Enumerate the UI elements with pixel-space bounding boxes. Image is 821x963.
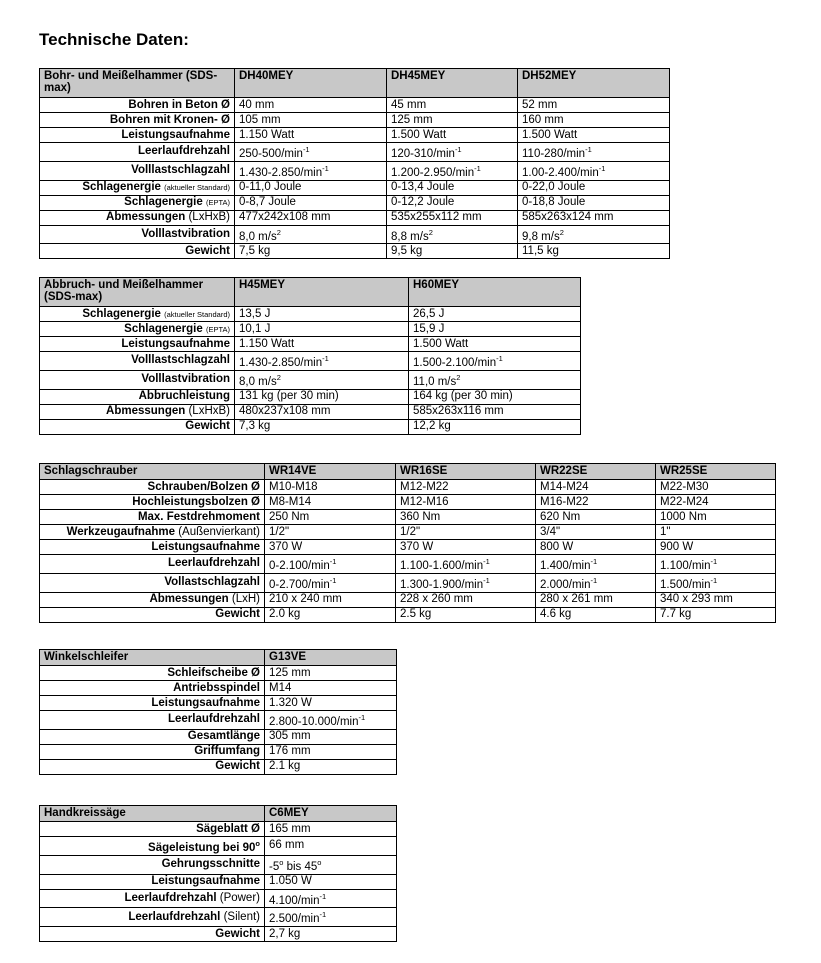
table-category-label: Schlagschrauber: [40, 464, 265, 480]
spec-label: Max. Festdrehmoment: [40, 510, 265, 525]
spec-label: Gehrungsschnitte: [40, 855, 265, 874]
spec-value: 585x263x116 mm: [409, 404, 581, 419]
spec-value: 12,2 kg: [409, 419, 581, 434]
table-row: [40, 874, 397, 889]
spec-value: 8,0 $m/s^2$: [235, 225, 387, 244]
spec-value: $1.200-2.950/\min^{-1}$: [387, 161, 518, 180]
table-row: [40, 161, 670, 180]
page-title: Technische Daten:: [39, 30, 189, 49]
spec-label: Bohren in Beton Ø: [40, 98, 235, 113]
table-row: [40, 555, 776, 574]
spec-value: 9,8 $m/s^2$: [518, 225, 670, 244]
table-row: [40, 759, 397, 774]
spec-label: Leistungsaufnahme: [40, 696, 265, 711]
spec-label: Leistungsaufnahme: [40, 874, 265, 889]
table-row: [40, 540, 776, 555]
spec-value: 800 W: [536, 540, 656, 555]
spec-label: Leerlaufdrehzahl: [40, 711, 265, 730]
spec-value: -5$^o$ bis 45$^o$: [265, 855, 397, 874]
spec-table-schlagschrauber: [39, 463, 776, 623]
spec-label: Leerlaufdrehzahl (Silent): [40, 908, 265, 927]
spec-label: Schlagenergie (aktueller Standard): [40, 307, 235, 322]
spec-value: 8,0 $m/s^2$: [235, 370, 409, 389]
spec-value: $1.400/\min^{-1}$: [536, 555, 656, 574]
spec-value: 1.150 Watt: [235, 337, 409, 352]
spec-value: 900 W: [656, 540, 776, 555]
table-row: [40, 607, 776, 622]
model-column-header: DH52MEY: [518, 69, 670, 98]
table-category-label: Winkelschleifer: [40, 650, 265, 666]
table-row: [40, 666, 397, 681]
table-row: [40, 370, 581, 389]
table-row: [40, 404, 581, 419]
spec-value: 0-22,0 Joule: [518, 180, 670, 195]
spec-label: Schlagenergie (aktueller Standard): [40, 180, 235, 195]
spec-value: $1.100/\min^{-1}$: [656, 555, 776, 574]
spec-label: Leistungsaufnahme: [40, 540, 265, 555]
spec-value: 2.0 kg: [265, 607, 396, 622]
spec-label: Leerlaufdrehzahl: [40, 143, 235, 162]
spec-value: M16-M22: [536, 495, 656, 510]
table-row: [40, 696, 397, 711]
spec-value: 1.320 W: [265, 696, 397, 711]
table-row: [40, 143, 670, 162]
table-row: [40, 180, 670, 195]
spec-label: Volllastschlagzahl: [40, 161, 235, 180]
spec-value: $110-280/\min^{-1}$: [518, 143, 670, 162]
spec-label: Werkzeugaufnahme (Außenvierkant): [40, 525, 265, 540]
spec-value: 125 mm: [265, 666, 397, 681]
spec-label: Abbruchleistung: [40, 389, 235, 404]
spec-value: 0-8,7 Joule: [235, 195, 387, 210]
spec-value: 535x255x112 mm: [387, 210, 518, 225]
spec-value: $2.000/\min^{-1}$: [536, 573, 656, 592]
spec-label: Schlagenergie (EPTA): [40, 322, 235, 337]
spec-label: Leerlaufdrehzahl (Power): [40, 889, 265, 908]
table-row: [40, 681, 397, 696]
spec-value: $4.100/\min^{-1}$: [265, 889, 397, 908]
spec-value: 40 mm: [235, 98, 387, 113]
table-row: [40, 113, 670, 128]
spec-value: 0-13,4 Joule: [387, 180, 518, 195]
spec-value: $1.100-1.600/\min^{-1}$: [396, 555, 536, 574]
table-category-label: Handkreissäge: [40, 806, 265, 822]
spec-value: $1.430-2.850/\min^{-1}$: [235, 161, 387, 180]
spec-label: Abmessungen (LxHxB): [40, 210, 235, 225]
spec-value: 160 mm: [518, 113, 670, 128]
table-header-row: [40, 464, 776, 480]
spec-value: 280 x 261 mm: [536, 592, 656, 607]
table-category-label: Bohr- und Meißelhammer (SDS-max): [40, 69, 235, 98]
spec-value: 0-12,2 Joule: [387, 195, 518, 210]
spec-value: 125 mm: [387, 113, 518, 128]
table-row: [40, 210, 670, 225]
model-column-header: DH40MEY: [235, 69, 387, 98]
spec-value: 52 mm: [518, 98, 670, 113]
spec-value: 360 Nm: [396, 510, 536, 525]
spec-label: Griffumfang: [40, 744, 265, 759]
table-category-label: Abbruch- und Meißelhammer (SDS-max): [40, 278, 235, 307]
spec-value: 11,0 $m/s^2$: [409, 370, 581, 389]
table-row: [40, 225, 670, 244]
model-column-header: WR14VE: [265, 464, 396, 480]
table-header-row: [40, 69, 670, 98]
spec-value: 1.150 Watt: [235, 128, 387, 143]
spec-value: M14-M24: [536, 480, 656, 495]
spec-value: M22-M24: [656, 495, 776, 510]
spec-value: 3/4": [536, 525, 656, 540]
spec-value: 250 Nm: [265, 510, 396, 525]
model-column-header: WR25SE: [656, 464, 776, 480]
spec-value: $0-2.700/\min^{-1}$: [265, 573, 396, 592]
spec-label: Leistungsaufnahme: [40, 337, 235, 352]
spec-value: 0-11,0 Joule: [235, 180, 387, 195]
model-column-header: C6MEY: [265, 806, 397, 822]
table-row: [40, 495, 776, 510]
spec-value: $1.300-1.900/\min^{-1}$: [396, 573, 536, 592]
spec-table-handkreissaege: [39, 805, 397, 942]
spec-value: 105 mm: [235, 113, 387, 128]
spec-label: Volllastvibration: [40, 370, 235, 389]
spec-value: 13,5 J: [235, 307, 409, 322]
table-row: [40, 525, 776, 540]
spec-value: 1.500 Watt: [387, 128, 518, 143]
spec-value: 1": [656, 525, 776, 540]
spec-table-abbruchhammer: [39, 277, 581, 435]
spec-value: 176 mm: [265, 744, 397, 759]
table-row: [40, 889, 397, 908]
spec-value: 477x242x108 mm: [235, 210, 387, 225]
spec-value: 7,5 kg: [235, 244, 387, 259]
table-row: [40, 744, 397, 759]
spec-value: $1.500/\min^{-1}$: [656, 573, 776, 592]
spec-value: 1.500 Watt: [409, 337, 581, 352]
table-row: [40, 419, 581, 434]
table-row: [40, 908, 397, 927]
spec-value: 228 x 260 mm: [396, 592, 536, 607]
spec-label: Gewicht: [40, 244, 235, 259]
spec-value: 10,1 J: [235, 322, 409, 337]
table-row: [40, 98, 670, 113]
spec-value: 8,8 $m/s^2$: [387, 225, 518, 244]
spec-value: 4.6 kg: [536, 607, 656, 622]
spec-value: 9,5 kg: [387, 244, 518, 259]
spec-table-bohrhammer: [39, 68, 670, 259]
spec-value: M8-M14: [265, 495, 396, 510]
table-header-row: [40, 278, 581, 307]
spec-value: 2,7 kg: [265, 927, 397, 942]
spec-label: Gewicht: [40, 927, 265, 942]
table-row: [40, 480, 776, 495]
spec-label: Volllastschlagzahl: [40, 352, 235, 371]
spec-label: Gewicht: [40, 759, 265, 774]
spec-value: M14: [265, 681, 397, 696]
spec-label: Schlagenergie (EPTA): [40, 195, 235, 210]
spec-value: 7,3 kg: [235, 419, 409, 434]
model-column-header: G13VE: [265, 650, 397, 666]
spec-value: $1.430-2.850/\min^{-1}$: [235, 352, 409, 371]
spec-value: $1.00-2.400/\min^{-1}$: [518, 161, 670, 180]
spec-value: $250-500/\min^{-1}$: [235, 143, 387, 162]
spec-value: 2.5 kg: [396, 607, 536, 622]
table-row: [40, 837, 397, 856]
table-row: [40, 195, 670, 210]
spec-value: $120-310/\min^{-1}$: [387, 143, 518, 162]
table-row: [40, 128, 670, 143]
spec-label: Abmessungen (LxHxB): [40, 404, 235, 419]
spec-value: M10-M18: [265, 480, 396, 495]
spec-label: Schrauben/Bolzen Ø: [40, 480, 265, 495]
model-column-header: H45MEY: [235, 278, 409, 307]
spec-value: 11,5 kg: [518, 244, 670, 259]
spec-label: Bohren mit Kronen- Ø: [40, 113, 235, 128]
spec-label: Volllastvibration: [40, 225, 235, 244]
spec-value: 1000 Nm: [656, 510, 776, 525]
spec-label: Abmessungen (LxH): [40, 592, 265, 607]
model-column-header: H60MEY: [409, 278, 581, 307]
model-column-header: WR22SE: [536, 464, 656, 480]
spec-value: 66 mm: [265, 837, 397, 856]
spec-value: $2.500/\min^{-1}$: [265, 908, 397, 927]
table-header-row: [40, 650, 397, 666]
model-column-header: DH45MEY: [387, 69, 518, 98]
table-row: [40, 822, 397, 837]
spec-value: 1/2": [396, 525, 536, 540]
spec-value: 0-18,8 Joule: [518, 195, 670, 210]
spec-value: 480x237x108 mm: [235, 404, 409, 419]
spec-label: Schleifscheibe Ø: [40, 666, 265, 681]
spec-value: 370 W: [396, 540, 536, 555]
spec-value: 1/2": [265, 525, 396, 540]
spec-value: 26,5 J: [409, 307, 581, 322]
spec-value: 15,9 J: [409, 322, 581, 337]
spec-label: Hochleistungsbolzen Ø: [40, 495, 265, 510]
spec-label: Vollastschlagzahl: [40, 573, 265, 592]
table-row: [40, 337, 581, 352]
table-row: [40, 389, 581, 404]
spec-value: 131 kg (per 30 min): [235, 389, 409, 404]
spec-value: 620 Nm: [536, 510, 656, 525]
table-row: [40, 927, 397, 942]
spec-value: 1.500 Watt: [518, 128, 670, 143]
spec-value: 7.7 kg: [656, 607, 776, 622]
table-header-row: [40, 806, 397, 822]
table-row: [40, 322, 581, 337]
table-row: [40, 307, 581, 322]
spec-value: 585x263x124 mm: [518, 210, 670, 225]
table-row: [40, 352, 581, 371]
spec-value: $1.500-2.100/\min^{-1}$: [409, 352, 581, 371]
table-row: [40, 592, 776, 607]
spec-value: 164 kg (per 30 min): [409, 389, 581, 404]
spec-table-winkelschleifer: [39, 649, 397, 775]
table-row: [40, 729, 397, 744]
spec-label: Antriebsspindel: [40, 681, 265, 696]
spec-label: Gewicht: [40, 419, 235, 434]
table-row: [40, 244, 670, 259]
spec-label: Leerlaufdrehzahl: [40, 555, 265, 574]
table-row: [40, 510, 776, 525]
spec-value: 1.050 W: [265, 874, 397, 889]
table-row: [40, 711, 397, 730]
table-row: [40, 573, 776, 592]
spec-label: Sägeleistung bei 90$^o$: [40, 837, 265, 856]
spec-value: $2.800-10.000/\min^{-1}$: [265, 711, 397, 730]
spec-value: M22-M30: [656, 480, 776, 495]
spec-value: 45 mm: [387, 98, 518, 113]
spec-value: M12-M16: [396, 495, 536, 510]
spec-value: 370 W: [265, 540, 396, 555]
spec-label: Sägeblatt Ø: [40, 822, 265, 837]
spec-label: Gesamtlänge: [40, 729, 265, 744]
spec-value: 2.1 kg: [265, 759, 397, 774]
model-column-header: WR16SE: [396, 464, 536, 480]
spec-value: 210 x 240 mm: [265, 592, 396, 607]
spec-value: 305 mm: [265, 729, 397, 744]
spec-value: $0-2.100/\min^{-1}$: [265, 555, 396, 574]
spec-value: M12-M22: [396, 480, 536, 495]
spec-value: 165 mm: [265, 822, 397, 837]
spec-label: Gewicht: [40, 607, 265, 622]
spec-label: Leistungsaufnahme: [40, 128, 235, 143]
table-row: [40, 855, 397, 874]
spec-value: 340 x 293 mm: [656, 592, 776, 607]
